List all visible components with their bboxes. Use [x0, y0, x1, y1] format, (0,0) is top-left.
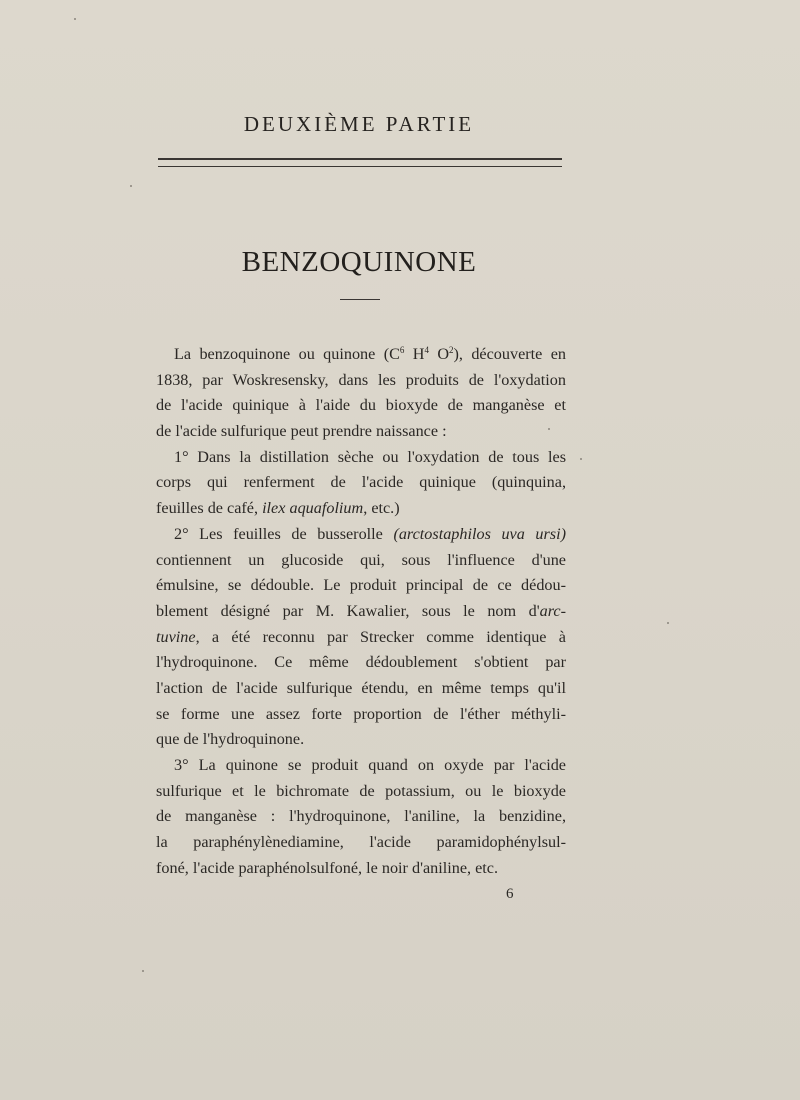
italic-text: ilex aquafolium	[262, 499, 364, 518]
text-run: ), découverte en	[453, 345, 566, 363]
text-line: corps qui renferment de l'acide quinique (quinquina,	[156, 473, 566, 492]
text-line: émulsine, se dédouble. Le produit principal de ce dédou-	[156, 576, 566, 595]
text-line: 1° Dans la distillation sèche ou l'oxydation de tous les	[174, 447, 566, 466]
text-run: O	[428, 345, 450, 363]
superscript: 2	[449, 345, 454, 355]
text-line: que de l'hydroquinone.	[156, 730, 305, 749]
text-run: H	[404, 345, 425, 363]
text-run: 2° Les feuilles de busserolle	[174, 524, 394, 543]
text-line: de l'acide sulfurique peut prendre naissance :	[156, 422, 447, 441]
text-line: l'hydroquinone. Ce même dédoublement s'obtient par	[156, 653, 566, 672]
text-line: de l'acide quinique à l'aide du bioxyde de manganèse et	[156, 396, 566, 415]
paper-speck	[74, 18, 76, 20]
paper-speck	[667, 622, 669, 624]
text-line: la paraphénylènediamine, l'acide paramidophénylsul-	[156, 833, 566, 852]
paper-speck	[130, 185, 132, 187]
short-rule-divider	[340, 299, 380, 300]
text-run: blement désigné par M. Kawalier, sous le nom d'	[156, 601, 540, 620]
text-line	[156, 342, 566, 368]
superscript: 4	[424, 345, 429, 355]
italic-text: (arctostaphilos uva ursi)	[393, 524, 566, 543]
part-title: DEUXIÈME PARTIE	[243, 112, 475, 136]
paper-speck	[142, 970, 144, 972]
chapter-title: BENZOQUINONE	[241, 246, 477, 278]
text-line	[156, 599, 566, 625]
text-line: sulfurique et le bichromate de potassium, ou le bioxyde	[156, 781, 566, 800]
text-run: , etc.)	[363, 499, 400, 518]
text-line	[156, 496, 566, 522]
text-run: feuilles de café,	[156, 499, 263, 518]
italic-text: tuvine	[156, 627, 196, 646]
text-line: se forme une assez forte proportion de l'éther méthyli-	[156, 704, 566, 723]
text-line: contiennent un glucoside qui, sous l'influence d'une	[156, 550, 566, 569]
paper-speck	[580, 458, 582, 460]
italic-text: arc-	[539, 601, 566, 620]
double-rule-divider	[158, 158, 562, 167]
text-run: , a été reconnu par Strecker comme identique à	[195, 627, 566, 646]
superscript: 6	[399, 345, 405, 355]
body-text	[156, 342, 566, 881]
paper-speck	[548, 428, 550, 430]
text-line: 3° La quinone se produit quand on oxyde par l'acide	[174, 756, 566, 774]
page-number: 6	[506, 886, 514, 902]
text-line: de manganèse : l'hydroquinone, l'aniline, la benzidine,	[156, 807, 566, 826]
text-line: foné, l'acide paraphénolsulfoné, le noir d'aniline, etc.	[156, 858, 499, 877]
text-line: 1838, par Woskresensky, dans les produits de l'oxydation	[156, 370, 566, 389]
text-line	[156, 625, 566, 651]
text-line	[156, 522, 566, 548]
text-run: La benzoquinone ou quinone (C	[174, 345, 400, 363]
text-line: l'action de l'acide sulfurique étendu, en même temps qu'il	[156, 678, 566, 697]
